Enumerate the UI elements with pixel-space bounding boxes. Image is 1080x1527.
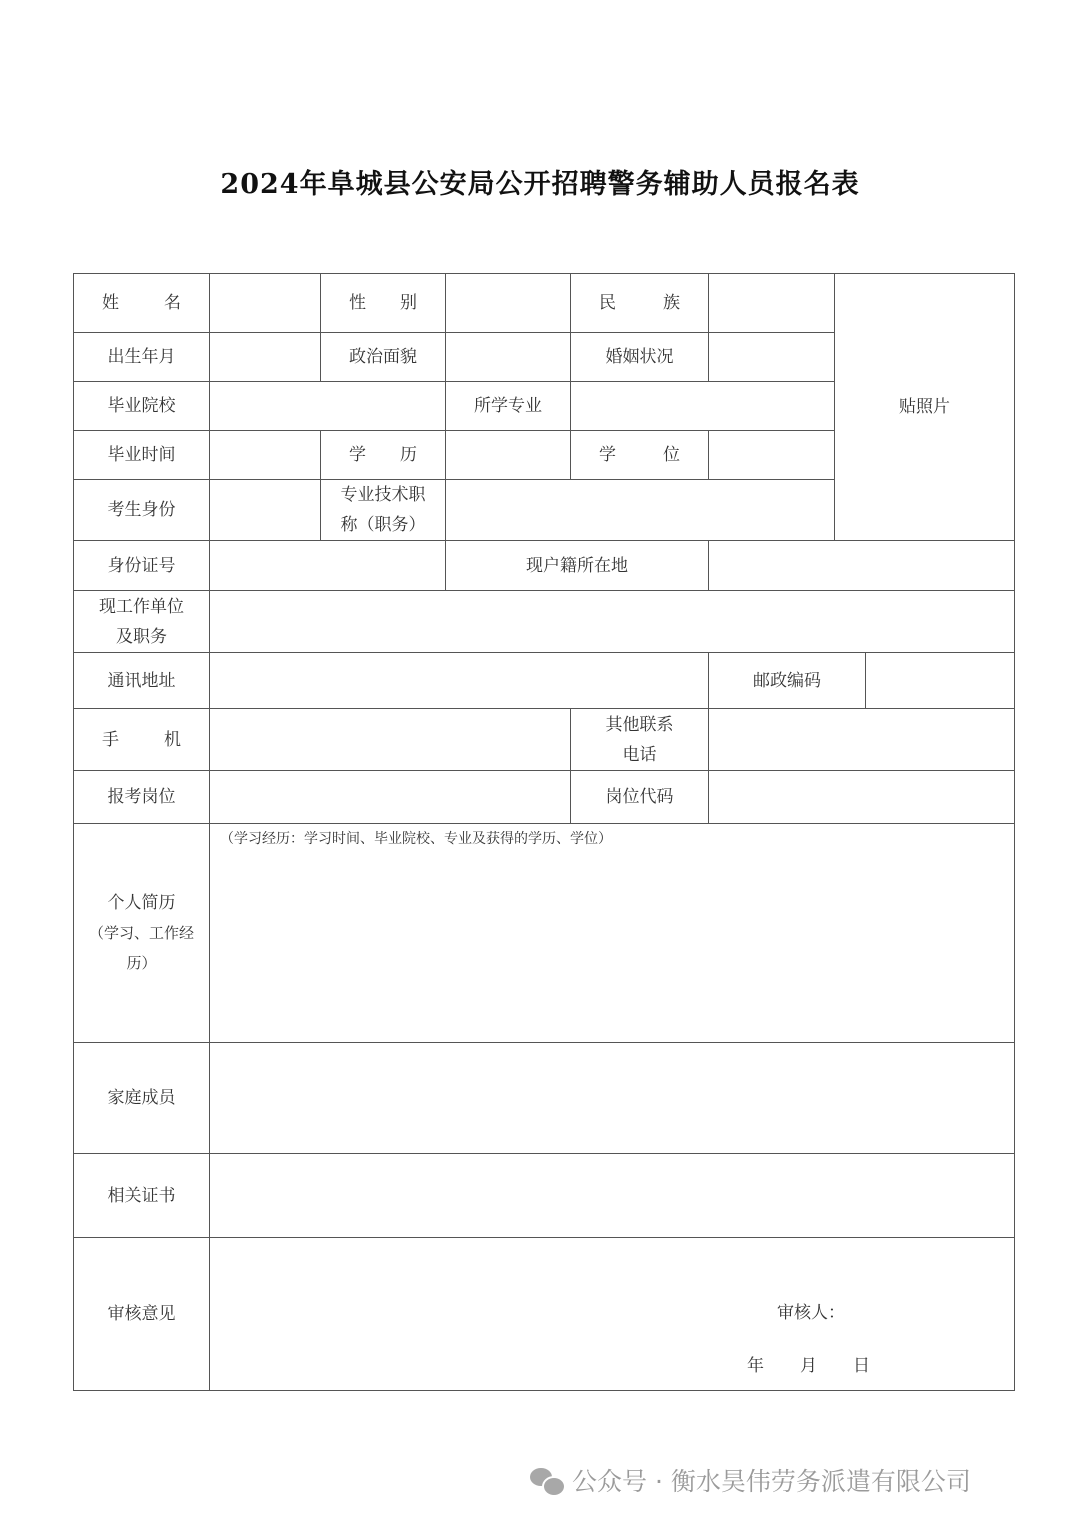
label-position: 报考岗位: [74, 771, 210, 824]
label-work-unit: 现工作单位 及职务: [74, 591, 210, 653]
input-address[interactable]: [210, 653, 709, 709]
footer-watermark: [530, 1462, 971, 1498]
label-position-code: 岗位代码: [571, 771, 709, 824]
label-mobile: 手 机: [74, 709, 210, 771]
input-political[interactable]: [446, 333, 571, 382]
input-degree[interactable]: [709, 431, 835, 480]
input-birth[interactable]: [210, 333, 321, 382]
input-other-phone[interactable]: [709, 709, 1015, 771]
form-title: 2024年阜城县公安局公开招聘警务辅助人员报名表: [220, 169, 860, 200]
label-major: 所学专业: [446, 382, 571, 431]
input-grad-time[interactable]: [210, 431, 321, 480]
input-position-code[interactable]: [709, 771, 1015, 824]
input-marital[interactable]: [709, 333, 835, 382]
input-work-unit[interactable]: [210, 591, 1015, 653]
input-id-number[interactable]: [210, 541, 446, 591]
label-gender: 性 别: [321, 274, 446, 333]
label-name: 姓 名: [74, 274, 210, 333]
label-candidate-identity: 考生身份: [74, 480, 210, 541]
label-birth: 出生年月: [74, 333, 210, 382]
label-review: 审核意见: [74, 1238, 210, 1391]
date-day: 日: [853, 1356, 870, 1376]
input-review[interactable]: [210, 1238, 1015, 1391]
input-mobile[interactable]: [210, 709, 571, 771]
input-school[interactable]: [210, 382, 446, 431]
label-school: 毕业院校: [74, 382, 210, 431]
footer-text: 公众号 · 衡水昊伟劳务派遣有限公司: [572, 1467, 971, 1496]
label-other-phone: 其他联系 电话: [571, 709, 709, 771]
input-position[interactable]: [210, 771, 571, 824]
wechat-icon: [530, 1466, 564, 1494]
label-ethnicity: 民 族: [571, 274, 709, 333]
input-education[interactable]: [446, 431, 571, 480]
input-family[interactable]: [210, 1043, 1015, 1154]
label-degree: 学 位: [571, 431, 709, 480]
input-resume[interactable]: [210, 824, 1015, 1043]
input-gender[interactable]: [446, 274, 571, 333]
label-postcode: 邮政编码: [709, 653, 866, 709]
reviewer-label: 审核人：: [777, 1303, 845, 1323]
label-political: 政治面貌: [321, 333, 446, 382]
input-ethnicity[interactable]: [709, 274, 835, 333]
input-candidate-identity[interactable]: [210, 480, 321, 541]
input-postcode[interactable]: [866, 653, 1015, 709]
input-household[interactable]: [709, 541, 1015, 591]
label-certificates: 相关证书: [74, 1154, 210, 1238]
label-marital: 婚姻状况: [571, 333, 709, 382]
input-certificates[interactable]: [210, 1154, 1015, 1238]
label-resume: 个人简历 （学习、工作经 历）: [74, 824, 210, 1043]
label-id-number: 身份证号: [74, 541, 210, 591]
label-family: 家庭成员: [74, 1043, 210, 1154]
input-name[interactable]: [210, 274, 321, 333]
label-address: 通讯地址: [74, 653, 210, 709]
registration-form-table: [73, 273, 1015, 1391]
label-education: 学 历: [321, 431, 446, 480]
date-month: 月: [800, 1356, 817, 1376]
label-grad-time: 毕业时间: [74, 431, 210, 480]
date-year: 年: [747, 1356, 764, 1376]
resume-hint: （学习经历：学习时间、毕业院校、专业及获得的学历、学位）: [220, 831, 612, 847]
input-major[interactable]: [571, 382, 835, 431]
label-professional-title: 专业技术职 称（职务）: [321, 480, 446, 541]
label-household: 现户籍所在地: [446, 541, 709, 591]
input-professional-title[interactable]: [446, 480, 835, 541]
photo-box[interactable]: 贴照片: [835, 274, 1015, 541]
